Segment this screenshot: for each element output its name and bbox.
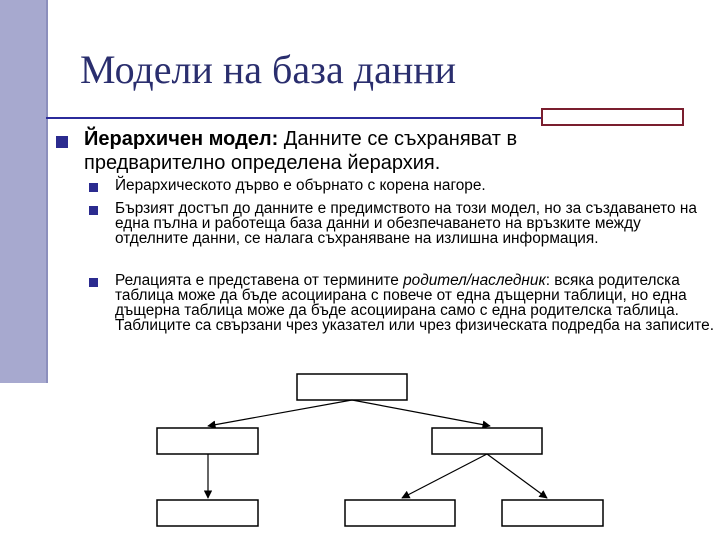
hierarchy-diagram (0, 360, 720, 540)
main-bullet (84, 127, 644, 175)
sub-bullet-1: Йерархическото дърво е обърнато с корена нагоре. (115, 177, 486, 194)
sub-bullet-3-rest: : всяка родителска таблица може да бъде асоциирана с повече от една дъщерни таблици, но една дъщерна таблица може да бъде асоциирана само с една родителска таблица. Таблиците са свързани чрез указател или чрез физическата подредба на записите. (115, 272, 714, 334)
sub-bullet-square-icon (89, 206, 98, 215)
slide-title: Модели на база данни (80, 47, 457, 92)
level3-node (345, 500, 455, 526)
level3-node (502, 500, 603, 526)
sub-bullet-3-text: Релацията е представена от термините (115, 272, 404, 289)
level2-left-node (157, 428, 258, 454)
title-divider (46, 117, 541, 119)
level3-node (157, 500, 258, 526)
sub-bullet-square-icon (89, 183, 98, 192)
bullet-term: Йерархичен модел: (84, 128, 279, 150)
sub-bullet-square-icon (89, 278, 98, 287)
bullet-square-icon (56, 136, 68, 148)
divider-frame (541, 108, 684, 126)
right-child-arrow-2 (487, 454, 547, 498)
sub-bullet-3 (115, 273, 715, 333)
root-left-arrow (208, 400, 352, 426)
sub-bullet-2: Бързият достъп до данните е предимството на този модел, но за създаването на една пълна и работеща база данни и обезпечаването на връзките между отделните данни, се налага съхраняване на излишна информация. (115, 200, 697, 247)
root-node (297, 374, 407, 400)
level2-right-node (432, 428, 542, 454)
right-child-arrow-1 (402, 454, 487, 498)
decorative-sidebar (0, 0, 48, 383)
bullet-text: Данните се съхраняват в предварително определена йерархия. (84, 128, 518, 174)
root-right-arrow (352, 400, 490, 426)
sub-bullet-3-term: родител/наследник (403, 272, 546, 289)
